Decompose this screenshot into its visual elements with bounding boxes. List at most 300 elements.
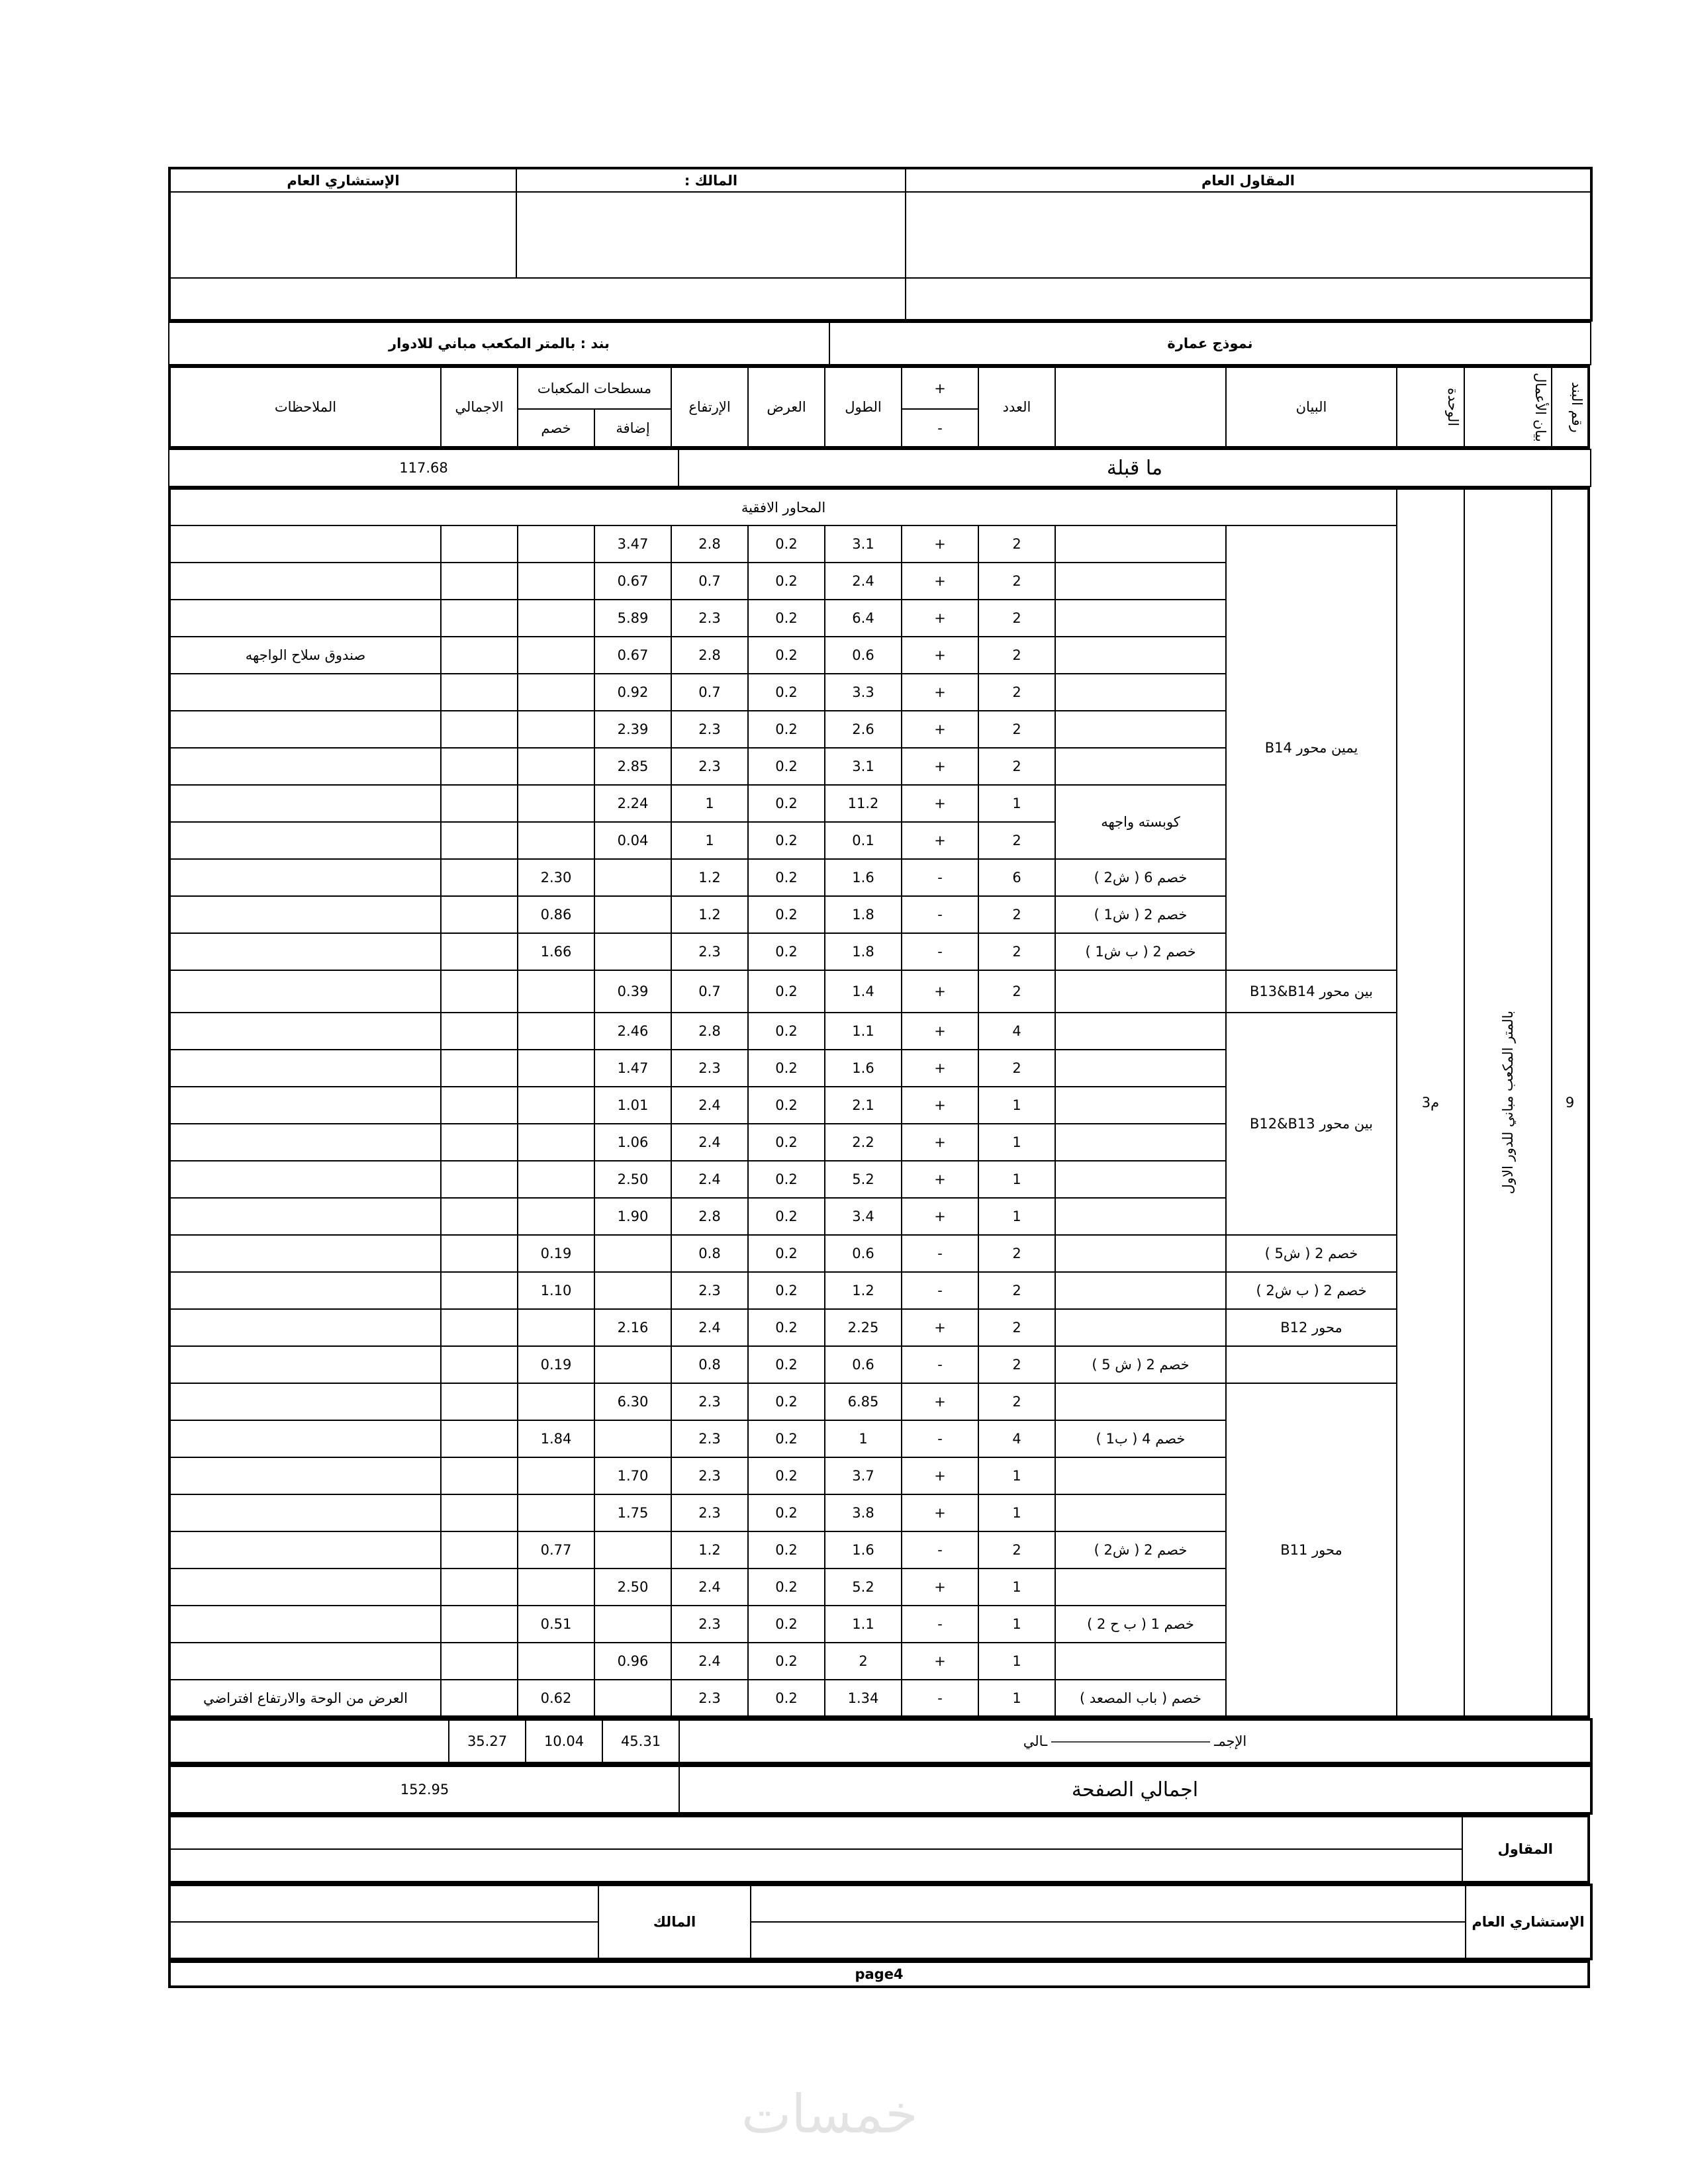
row-total — [441, 785, 518, 822]
row-width: 0.2 — [748, 1531, 825, 1569]
row-width: 0.2 — [748, 711, 825, 748]
row-total — [441, 748, 518, 785]
row-add — [594, 1235, 671, 1272]
row-count: 1 — [978, 1569, 1055, 1606]
row-desc — [1055, 563, 1226, 600]
row-total — [441, 1680, 518, 1717]
row-width: 0.2 — [748, 1680, 825, 1717]
row-notes — [169, 1457, 441, 1494]
row-desc: كوبسته واجهه — [1055, 785, 1226, 859]
row-total — [441, 896, 518, 933]
group-label: بين محور B12&B13 — [1226, 1013, 1397, 1235]
row-count: 2 — [978, 711, 1055, 748]
row-height: 2.8 — [671, 637, 748, 674]
row-add — [594, 1420, 671, 1457]
row-notes: صندوق سلاح الواجهه — [169, 637, 441, 674]
row-add: 2.50 — [594, 1161, 671, 1198]
row-desc — [1055, 1569, 1226, 1606]
col-height: الإرتفاع — [671, 367, 748, 447]
row-sign: - — [902, 1420, 978, 1457]
row-count: 2 — [978, 563, 1055, 600]
row-total — [441, 525, 518, 563]
col-statement: البيان — [1226, 367, 1397, 447]
row-notes — [169, 933, 441, 970]
row-ded — [518, 1198, 594, 1235]
carried-forward-row — [168, 449, 1591, 487]
row-total — [441, 1383, 518, 1420]
item-desc: بالمتر المكعب مباني للدور الاول — [1464, 488, 1552, 1717]
row-ded — [518, 674, 594, 711]
item-label: بند : بالمتر المكعب مباني للادوار — [169, 322, 829, 365]
row-height: 2.3 — [671, 711, 748, 748]
row-ded: 0.51 — [518, 1606, 594, 1643]
row-count: 1 — [978, 1087, 1055, 1124]
contractor-label: المقاول العام — [906, 168, 1591, 192]
row-sign: + — [902, 785, 978, 822]
row-add: 1.70 — [594, 1457, 671, 1494]
row-height: 2.3 — [671, 933, 748, 970]
row-ded — [518, 1124, 594, 1161]
row-length: 0.6 — [825, 637, 902, 674]
row-count: 2 — [978, 1272, 1055, 1309]
row-length: 1 — [825, 1420, 902, 1457]
col-deduction: خصم — [518, 409, 594, 447]
row-total — [441, 1420, 518, 1457]
row-notes: العرض من الوحة والارتفاع افتراضي — [169, 1680, 441, 1717]
row-length: 5.2 — [825, 1569, 902, 1606]
row-ded — [518, 970, 594, 1013]
row-sign: + — [902, 1383, 978, 1420]
row-count: 2 — [978, 525, 1055, 563]
row-width: 0.2 — [748, 822, 825, 859]
row-notes — [169, 674, 441, 711]
row-height: 2.8 — [671, 1013, 748, 1050]
row-height: 2.3 — [671, 1050, 748, 1087]
row-ded: 0.77 — [518, 1531, 594, 1569]
row-desc — [1055, 1457, 1226, 1494]
row-length: 2.1 — [825, 1087, 902, 1124]
row-width: 0.2 — [748, 1383, 825, 1420]
sig-consultant-line2 — [751, 1922, 1466, 1959]
row-total — [441, 674, 518, 711]
row-count: 1 — [978, 1124, 1055, 1161]
row-length: 1.8 — [825, 933, 902, 970]
item-unit: م3 — [1397, 488, 1464, 1717]
row-width: 0.2 — [748, 525, 825, 563]
boq-sheet — [168, 167, 1590, 1988]
col-notes: الملاحظات — [169, 367, 441, 447]
row-ded: 0.62 — [518, 1680, 594, 1717]
row-ded — [518, 1087, 594, 1124]
row-sign: + — [902, 1309, 978, 1346]
row-ded: 2.30 — [518, 859, 594, 896]
row-count: 2 — [978, 748, 1055, 785]
row-count: 4 — [978, 1420, 1055, 1457]
row-height: 2.3 — [671, 1383, 748, 1420]
page-number: page4 — [169, 1962, 1589, 1987]
row-length: 3.8 — [825, 1494, 902, 1531]
row-sign: + — [902, 970, 978, 1013]
row-desc — [1055, 1235, 1226, 1272]
row-count: 1 — [978, 1161, 1055, 1198]
row-add: 2.16 — [594, 1309, 671, 1346]
row-add: 2.50 — [594, 1569, 671, 1606]
row-ded — [518, 711, 594, 748]
row-height: 2.8 — [671, 525, 748, 563]
row-height: 0.7 — [671, 563, 748, 600]
row-sign: - — [902, 933, 978, 970]
row-width: 0.2 — [748, 1606, 825, 1643]
row-height: 2.3 — [671, 1680, 748, 1717]
row-width: 0.2 — [748, 674, 825, 711]
row-width: 0.2 — [748, 1013, 825, 1050]
row-length: 1.8 — [825, 896, 902, 933]
row-sign: + — [902, 1013, 978, 1050]
row-add: 6.30 — [594, 1383, 671, 1420]
row-height: 2.8 — [671, 1198, 748, 1235]
row-notes — [169, 1383, 441, 1420]
row-ded: 0.86 — [518, 896, 594, 933]
row-ded — [518, 1161, 594, 1198]
row-length: 1.1 — [825, 1013, 902, 1050]
row-count: 2 — [978, 600, 1055, 637]
row-length: 0.1 — [825, 822, 902, 859]
row-count: 2 — [978, 822, 1055, 859]
row-length: 2.4 — [825, 563, 902, 600]
page-total-label: اجمالي الصفحة — [679, 1766, 1591, 1813]
measurements-table — [168, 487, 1590, 1718]
row-sign: - — [902, 1272, 978, 1309]
row-add — [594, 1680, 671, 1717]
row-desc: خصم 2 ( ش2 ) — [1055, 1531, 1226, 1569]
row-total — [441, 1198, 518, 1235]
group-label: محور B11 — [1226, 1383, 1397, 1717]
row-notes — [169, 563, 441, 600]
signatures — [168, 1815, 1590, 1884]
row-notes — [169, 1124, 441, 1161]
row-ded: 0.19 — [518, 1346, 594, 1383]
col-total: الاجمالي — [441, 367, 518, 447]
row-sign: + — [902, 711, 978, 748]
row-total — [441, 1013, 518, 1050]
row-add: 1.01 — [594, 1087, 671, 1124]
owner-consultant-name-box — [169, 278, 906, 320]
row-width: 0.2 — [748, 1272, 825, 1309]
row-length: 3.7 — [825, 1457, 902, 1494]
item-no: 9 — [1552, 488, 1589, 1717]
row-notes — [169, 859, 441, 896]
contractor-signature-box — [906, 192, 1591, 278]
row-sign: + — [902, 1569, 978, 1606]
row-height: 0.7 — [671, 674, 748, 711]
row-sign: - — [902, 1235, 978, 1272]
table-row — [169, 1346, 1589, 1383]
row-add: 2.85 — [594, 748, 671, 785]
row-length: 3.4 — [825, 1198, 902, 1235]
row-total — [441, 822, 518, 859]
row-desc — [1055, 1161, 1226, 1198]
row-add: 0.67 — [594, 563, 671, 600]
row-sign: + — [902, 1457, 978, 1494]
row-notes — [169, 1161, 441, 1198]
row-width: 0.2 — [748, 1346, 825, 1383]
group-label: خصم 2 ( ش5 ) — [1226, 1235, 1397, 1272]
totals-total: 35.27 — [449, 1719, 526, 1763]
row-count: 2 — [978, 1235, 1055, 1272]
row-total — [441, 1124, 518, 1161]
row-length: 3.3 — [825, 674, 902, 711]
signatures-2 — [168, 1884, 1593, 1960]
row-count: 1 — [978, 785, 1055, 822]
sig-contractor-line1 — [169, 1816, 1462, 1849]
row-desc — [1055, 674, 1226, 711]
row-total — [441, 637, 518, 674]
table-row — [169, 1235, 1589, 1272]
sig-contractor-line2 — [169, 1849, 1462, 1882]
table-row — [169, 1272, 1589, 1309]
group-label — [1226, 1346, 1397, 1383]
group-label: محور B12 — [1226, 1309, 1397, 1346]
row-sign: + — [902, 1161, 978, 1198]
row-desc — [1055, 1087, 1226, 1124]
row-total — [441, 1606, 518, 1643]
row-total — [441, 1161, 518, 1198]
row-desc — [1055, 1383, 1226, 1420]
row-add: 3.47 — [594, 525, 671, 563]
row-height: 2.3 — [671, 748, 748, 785]
row-sign: + — [902, 600, 978, 637]
carried-forward-label: ما قبلة — [679, 449, 1591, 486]
row-add: 0.39 — [594, 970, 671, 1013]
col-statement-sub — [1055, 367, 1226, 447]
col-item-no: رقم البند — [1552, 367, 1589, 447]
row-desc — [1055, 1124, 1226, 1161]
row-sign: - — [902, 896, 978, 933]
row-height: 2.4 — [671, 1643, 748, 1680]
row-sign: + — [902, 1198, 978, 1235]
row-add: 1.75 — [594, 1494, 671, 1531]
row-total — [441, 933, 518, 970]
row-notes — [169, 1420, 441, 1457]
row-sign: - — [902, 1346, 978, 1383]
row-desc — [1055, 1050, 1226, 1087]
row-notes — [169, 1013, 441, 1050]
row-add — [594, 1346, 671, 1383]
row-notes — [169, 1235, 441, 1272]
row-total — [441, 1494, 518, 1531]
row-width: 0.2 — [748, 1643, 825, 1680]
row-notes — [169, 600, 441, 637]
row-height: 2.3 — [671, 600, 748, 637]
row-ded — [518, 1494, 594, 1531]
row-add: 2.39 — [594, 711, 671, 748]
row-length: 2 — [825, 1643, 902, 1680]
row-sign: + — [902, 748, 978, 785]
row-height: 2.3 — [671, 1272, 748, 1309]
row-sign: - — [902, 859, 978, 896]
row-add — [594, 1272, 671, 1309]
col-unit: الوحدة — [1397, 367, 1464, 447]
row-length: 3.1 — [825, 748, 902, 785]
row-length: 6.4 — [825, 600, 902, 637]
sig-consultant-line1 — [751, 1885, 1466, 1922]
row-sign: + — [902, 1050, 978, 1087]
watermark-logo: خمسات — [741, 2083, 918, 2145]
row-height: 2.4 — [671, 1309, 748, 1346]
row-desc — [1055, 1494, 1226, 1531]
row-notes — [169, 1272, 441, 1309]
row-height: 1 — [671, 822, 748, 859]
totals-row — [168, 1718, 1593, 1764]
row-count: 1 — [978, 1494, 1055, 1531]
row-width: 0.2 — [748, 1569, 825, 1606]
row-ded — [518, 1050, 594, 1087]
row-add: 1.06 — [594, 1124, 671, 1161]
row-notes — [169, 525, 441, 563]
row-sign: + — [902, 637, 978, 674]
row-count: 1 — [978, 1680, 1055, 1717]
row-add: 1.47 — [594, 1050, 671, 1087]
row-width: 0.2 — [748, 1198, 825, 1235]
row-desc: خصم 2 ( ش1 ) — [1055, 896, 1226, 933]
row-desc: خصم 4 ( ب1 ) — [1055, 1420, 1226, 1457]
row-ded — [518, 600, 594, 637]
row-length: 0.6 — [825, 1235, 902, 1272]
row-ded: 1.66 — [518, 933, 594, 970]
row-height: 0.8 — [671, 1235, 748, 1272]
sig-consultant-label: الإستشاري العام — [1466, 1885, 1591, 1959]
row-add — [594, 933, 671, 970]
row-width: 0.2 — [748, 1050, 825, 1087]
row-total — [441, 1346, 518, 1383]
table-row — [169, 525, 1589, 563]
row-length: 6.85 — [825, 1383, 902, 1420]
row-count: 2 — [978, 1383, 1055, 1420]
row-ded — [518, 1569, 594, 1606]
row-notes — [169, 896, 441, 933]
group-label: بين محور B13&B14 — [1226, 970, 1397, 1013]
row-count: 1 — [978, 1457, 1055, 1494]
row-desc: خصم 6 ( ش2 ) — [1055, 859, 1226, 896]
sig-owner-line1 — [169, 1885, 598, 1922]
row-length: 1.6 — [825, 859, 902, 896]
row-total — [441, 1457, 518, 1494]
row-width: 0.2 — [748, 1420, 825, 1457]
table-row — [169, 970, 1589, 1013]
row-desc: خصم ( باب المصعد ) — [1055, 1680, 1226, 1717]
row-length: 2.6 — [825, 711, 902, 748]
row-length: 2.2 — [825, 1124, 902, 1161]
row-add: 2.46 — [594, 1013, 671, 1050]
row-height: 2.4 — [671, 1087, 748, 1124]
consultant-signature-box — [169, 192, 516, 278]
model-row — [168, 322, 1591, 365]
row-sign: + — [902, 674, 978, 711]
col-sign-plus: + — [902, 367, 978, 409]
row-height: 2.3 — [671, 1420, 748, 1457]
row-height: 2.4 — [671, 1124, 748, 1161]
table-row — [169, 1309, 1589, 1346]
row-add: 1.90 — [594, 1198, 671, 1235]
row-notes — [169, 785, 441, 822]
table-row — [169, 1013, 1589, 1050]
group-label: خصم 2 ( ب ش2 ) — [1226, 1272, 1397, 1309]
row-width: 0.2 — [748, 1457, 825, 1494]
row-height: 0.8 — [671, 1346, 748, 1383]
row-total — [441, 1531, 518, 1569]
col-addition: إضافة — [594, 409, 671, 447]
row-total — [441, 563, 518, 600]
page-footer — [168, 1960, 1590, 1988]
row-desc — [1055, 600, 1226, 637]
row-height: 2.3 — [671, 1457, 748, 1494]
row-add: 0.96 — [594, 1643, 671, 1680]
row-desc: خصم 2 ( ش 5 ) — [1055, 1346, 1226, 1383]
row-sign: + — [902, 563, 978, 600]
col-width: العرض — [748, 367, 825, 447]
row-sign: + — [902, 822, 978, 859]
row-sign: + — [902, 1087, 978, 1124]
row-width: 0.2 — [748, 1235, 825, 1272]
row-desc — [1055, 970, 1226, 1013]
row-notes — [169, 1494, 441, 1531]
row-total — [441, 859, 518, 896]
totals-label: الإجمــالي — [679, 1719, 1591, 1763]
row-total — [441, 970, 518, 1013]
row-count: 1 — [978, 1606, 1055, 1643]
row-width: 0.2 — [748, 859, 825, 896]
row-width: 0.2 — [748, 933, 825, 970]
row-width: 0.2 — [748, 563, 825, 600]
row-desc — [1055, 1643, 1226, 1680]
row-desc — [1055, 1272, 1226, 1309]
row-length: 0.6 — [825, 1346, 902, 1383]
row-count: 1 — [978, 1643, 1055, 1680]
row-notes — [169, 1309, 441, 1346]
row-notes — [169, 1569, 441, 1606]
row-notes — [169, 1531, 441, 1569]
row-notes — [169, 822, 441, 859]
row-desc — [1055, 1309, 1226, 1346]
row-desc — [1055, 637, 1226, 674]
row-desc — [1055, 711, 1226, 748]
row-ded — [518, 785, 594, 822]
row-height: 2.4 — [671, 1569, 748, 1606]
row-width: 0.2 — [748, 637, 825, 674]
row-desc — [1055, 525, 1226, 563]
row-count: 4 — [978, 1013, 1055, 1050]
row-ded — [518, 563, 594, 600]
row-count: 2 — [978, 674, 1055, 711]
column-headers — [168, 365, 1590, 449]
row-add: 0.04 — [594, 822, 671, 859]
row-length: 11.2 — [825, 785, 902, 822]
row-add — [594, 1606, 671, 1643]
row-count: 2 — [978, 933, 1055, 970]
owner-label: المالك : — [516, 168, 906, 192]
parties-header — [168, 167, 1593, 322]
row-ded — [518, 637, 594, 674]
row-height: 1.2 — [671, 896, 748, 933]
row-ded — [518, 1013, 594, 1050]
col-work-desc: بيان الأعمال — [1464, 367, 1552, 447]
row-desc — [1055, 1198, 1226, 1235]
row-notes — [169, 1087, 441, 1124]
contractor-name-box — [906, 278, 1591, 320]
row-count: 6 — [978, 859, 1055, 896]
row-width: 0.2 — [748, 600, 825, 637]
row-total — [441, 1235, 518, 1272]
